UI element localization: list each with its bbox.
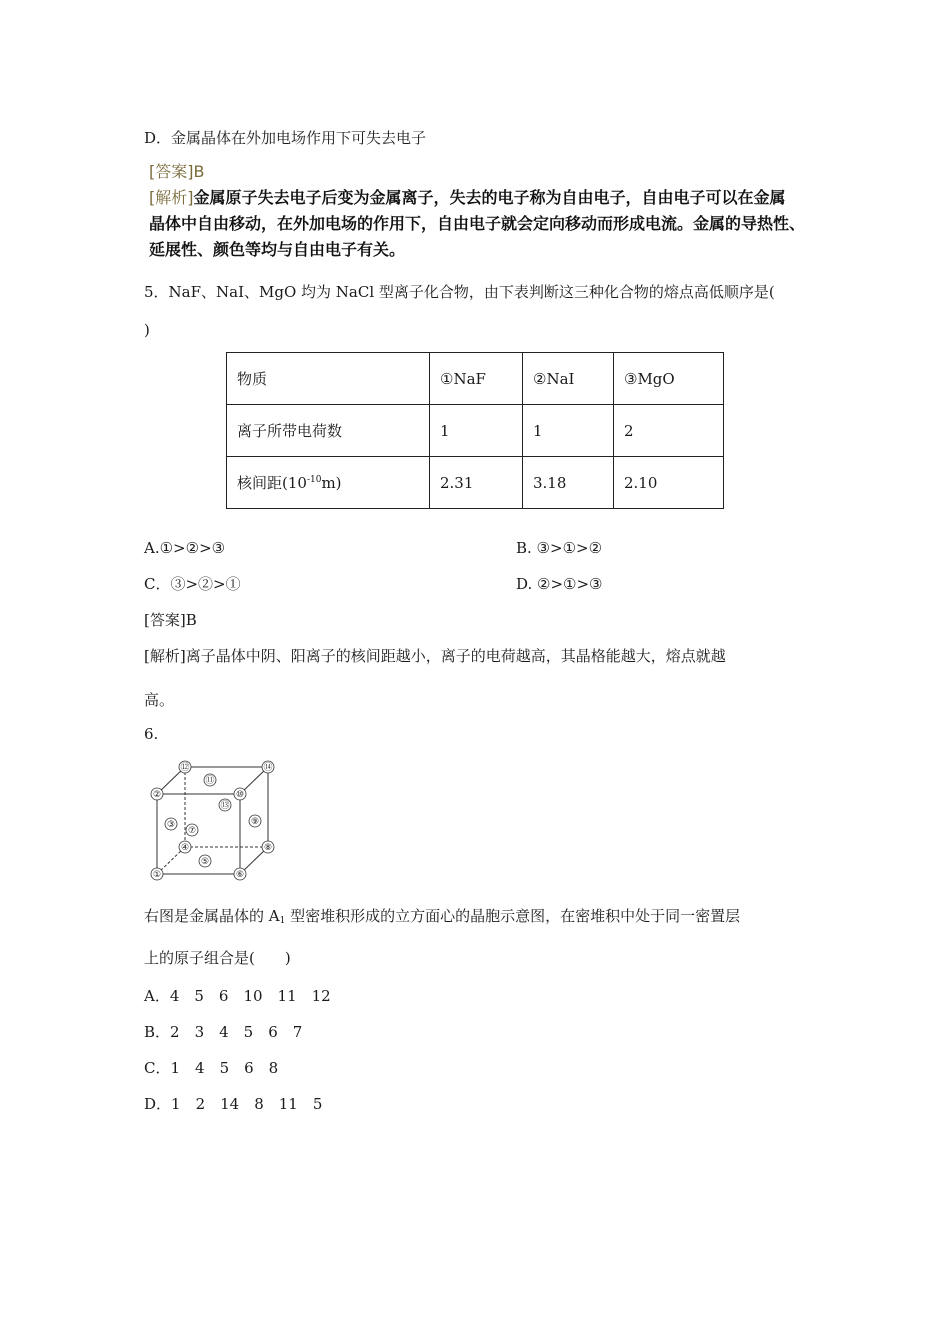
q4-answer-value: B: [193, 162, 205, 181]
atom-label: ⑦: [187, 826, 197, 836]
table-cell: 2.10: [614, 457, 724, 509]
q4-answer-label: [答案]: [149, 162, 194, 181]
table-cell: 1: [523, 405, 614, 457]
q6-number: 6.: [144, 725, 159, 743]
q6-option-d: D．1 2 14 8 11 5: [144, 1095, 323, 1113]
table-cell: 3.18: [523, 457, 614, 509]
atom-label: ⑫: [180, 763, 190, 773]
q4-analysis-line3: 延展性、颜色等均与自由电子有关。: [149, 240, 406, 259]
q6-stem-text-a: 右图是金属晶体的 A: [144, 907, 280, 925]
q5-data-table: [226, 352, 724, 509]
atom-label: ①: [152, 870, 162, 880]
q6-stem-subscript: 1: [279, 916, 286, 926]
cell-text: 核间距(10: [237, 474, 307, 492]
table-header-cell: 物质: [227, 353, 430, 405]
atom-label: ②: [152, 790, 162, 800]
q6-stem-line1: [144, 906, 740, 926]
cell-superscript: -10: [306, 475, 322, 485]
table-cell: 2: [614, 405, 724, 457]
q4-analysis-label: [解析]: [149, 188, 194, 207]
q4-analysis-text1: 金属原子失去电子后变为金属离子，失去的电子称为自由电子，自由电子可以在金属: [193, 188, 786, 207]
q5-stem-line1: 5．NaF、NaI、MgO 均为 NaCl 型离子化合物，由下表判断这三种化合物的熔点高低顺序是(: [144, 283, 775, 301]
q6-option-b: B．2 3 4 5 6 7: [144, 1023, 303, 1041]
atom-label: ③: [166, 820, 176, 830]
q5-stem-line2: ): [144, 321, 150, 339]
q6-stem-text-b: 型密堆积形成的立方面心的晶胞示意图，在密堆积中处于同一密置层: [285, 907, 741, 925]
table-row: [227, 457, 724, 509]
q4-analysis-line1: [149, 186, 786, 210]
q5-analysis-line1: [解析]离子晶体中阴、阳离子的核间距越小，离子的电荷越高，其晶格能越大，熔点就越: [144, 647, 726, 665]
q4-option-d: D．金属晶体在外加电场作用下可失去电子: [144, 129, 427, 147]
atom-label: ⑪: [205, 776, 215, 786]
atom-label: ④: [180, 843, 190, 853]
q4-answer: [149, 160, 204, 184]
table-cell: 2.31: [430, 457, 523, 509]
cell-text: m): [321, 474, 342, 492]
table-cell: 1: [430, 405, 523, 457]
q6-stem-line2: 上的原子组合是( ): [144, 949, 291, 967]
table-row: [227, 405, 724, 457]
atom-label: ⑩: [235, 790, 245, 800]
q6-option-a: A．4 5 6 10 11 12: [144, 987, 331, 1005]
atom-label: ⑨: [250, 817, 260, 827]
q6-option-c: C．1 4 5 6 8: [144, 1059, 279, 1077]
atom-label: ⑤: [200, 857, 210, 867]
table-cell: [227, 457, 430, 509]
atom-label: ⑬: [220, 801, 230, 811]
q5-option-b: B. ③>①>②: [516, 539, 603, 557]
q5-option-d: D. ②>①>③: [516, 575, 603, 593]
table-header-cell: ③MgO: [614, 353, 724, 405]
fcc-unit-cell-diagram: [140, 758, 290, 888]
q5-answer: [答案]B: [144, 611, 197, 629]
q5-option-a: A.①>②>③: [144, 539, 226, 557]
table-header-cell: ②NaI: [523, 353, 614, 405]
table-header-row: [227, 353, 724, 405]
atom-label: ⑧: [263, 843, 273, 853]
q5-analysis-line2: 高。: [144, 691, 175, 709]
table-header-cell: ①NaF: [430, 353, 523, 405]
atom-label: ⑥: [235, 870, 245, 880]
q5-option-c: C．③>②>①: [144, 575, 241, 593]
atom-label: ⑭: [263, 763, 273, 773]
table-cell: 离子所带电荷数: [227, 405, 430, 457]
q4-analysis-line2: 晶体中自由移动，在外加电场的作用下，自由电子就会定向移动而形成电流。金属的导热性、: [149, 214, 806, 233]
